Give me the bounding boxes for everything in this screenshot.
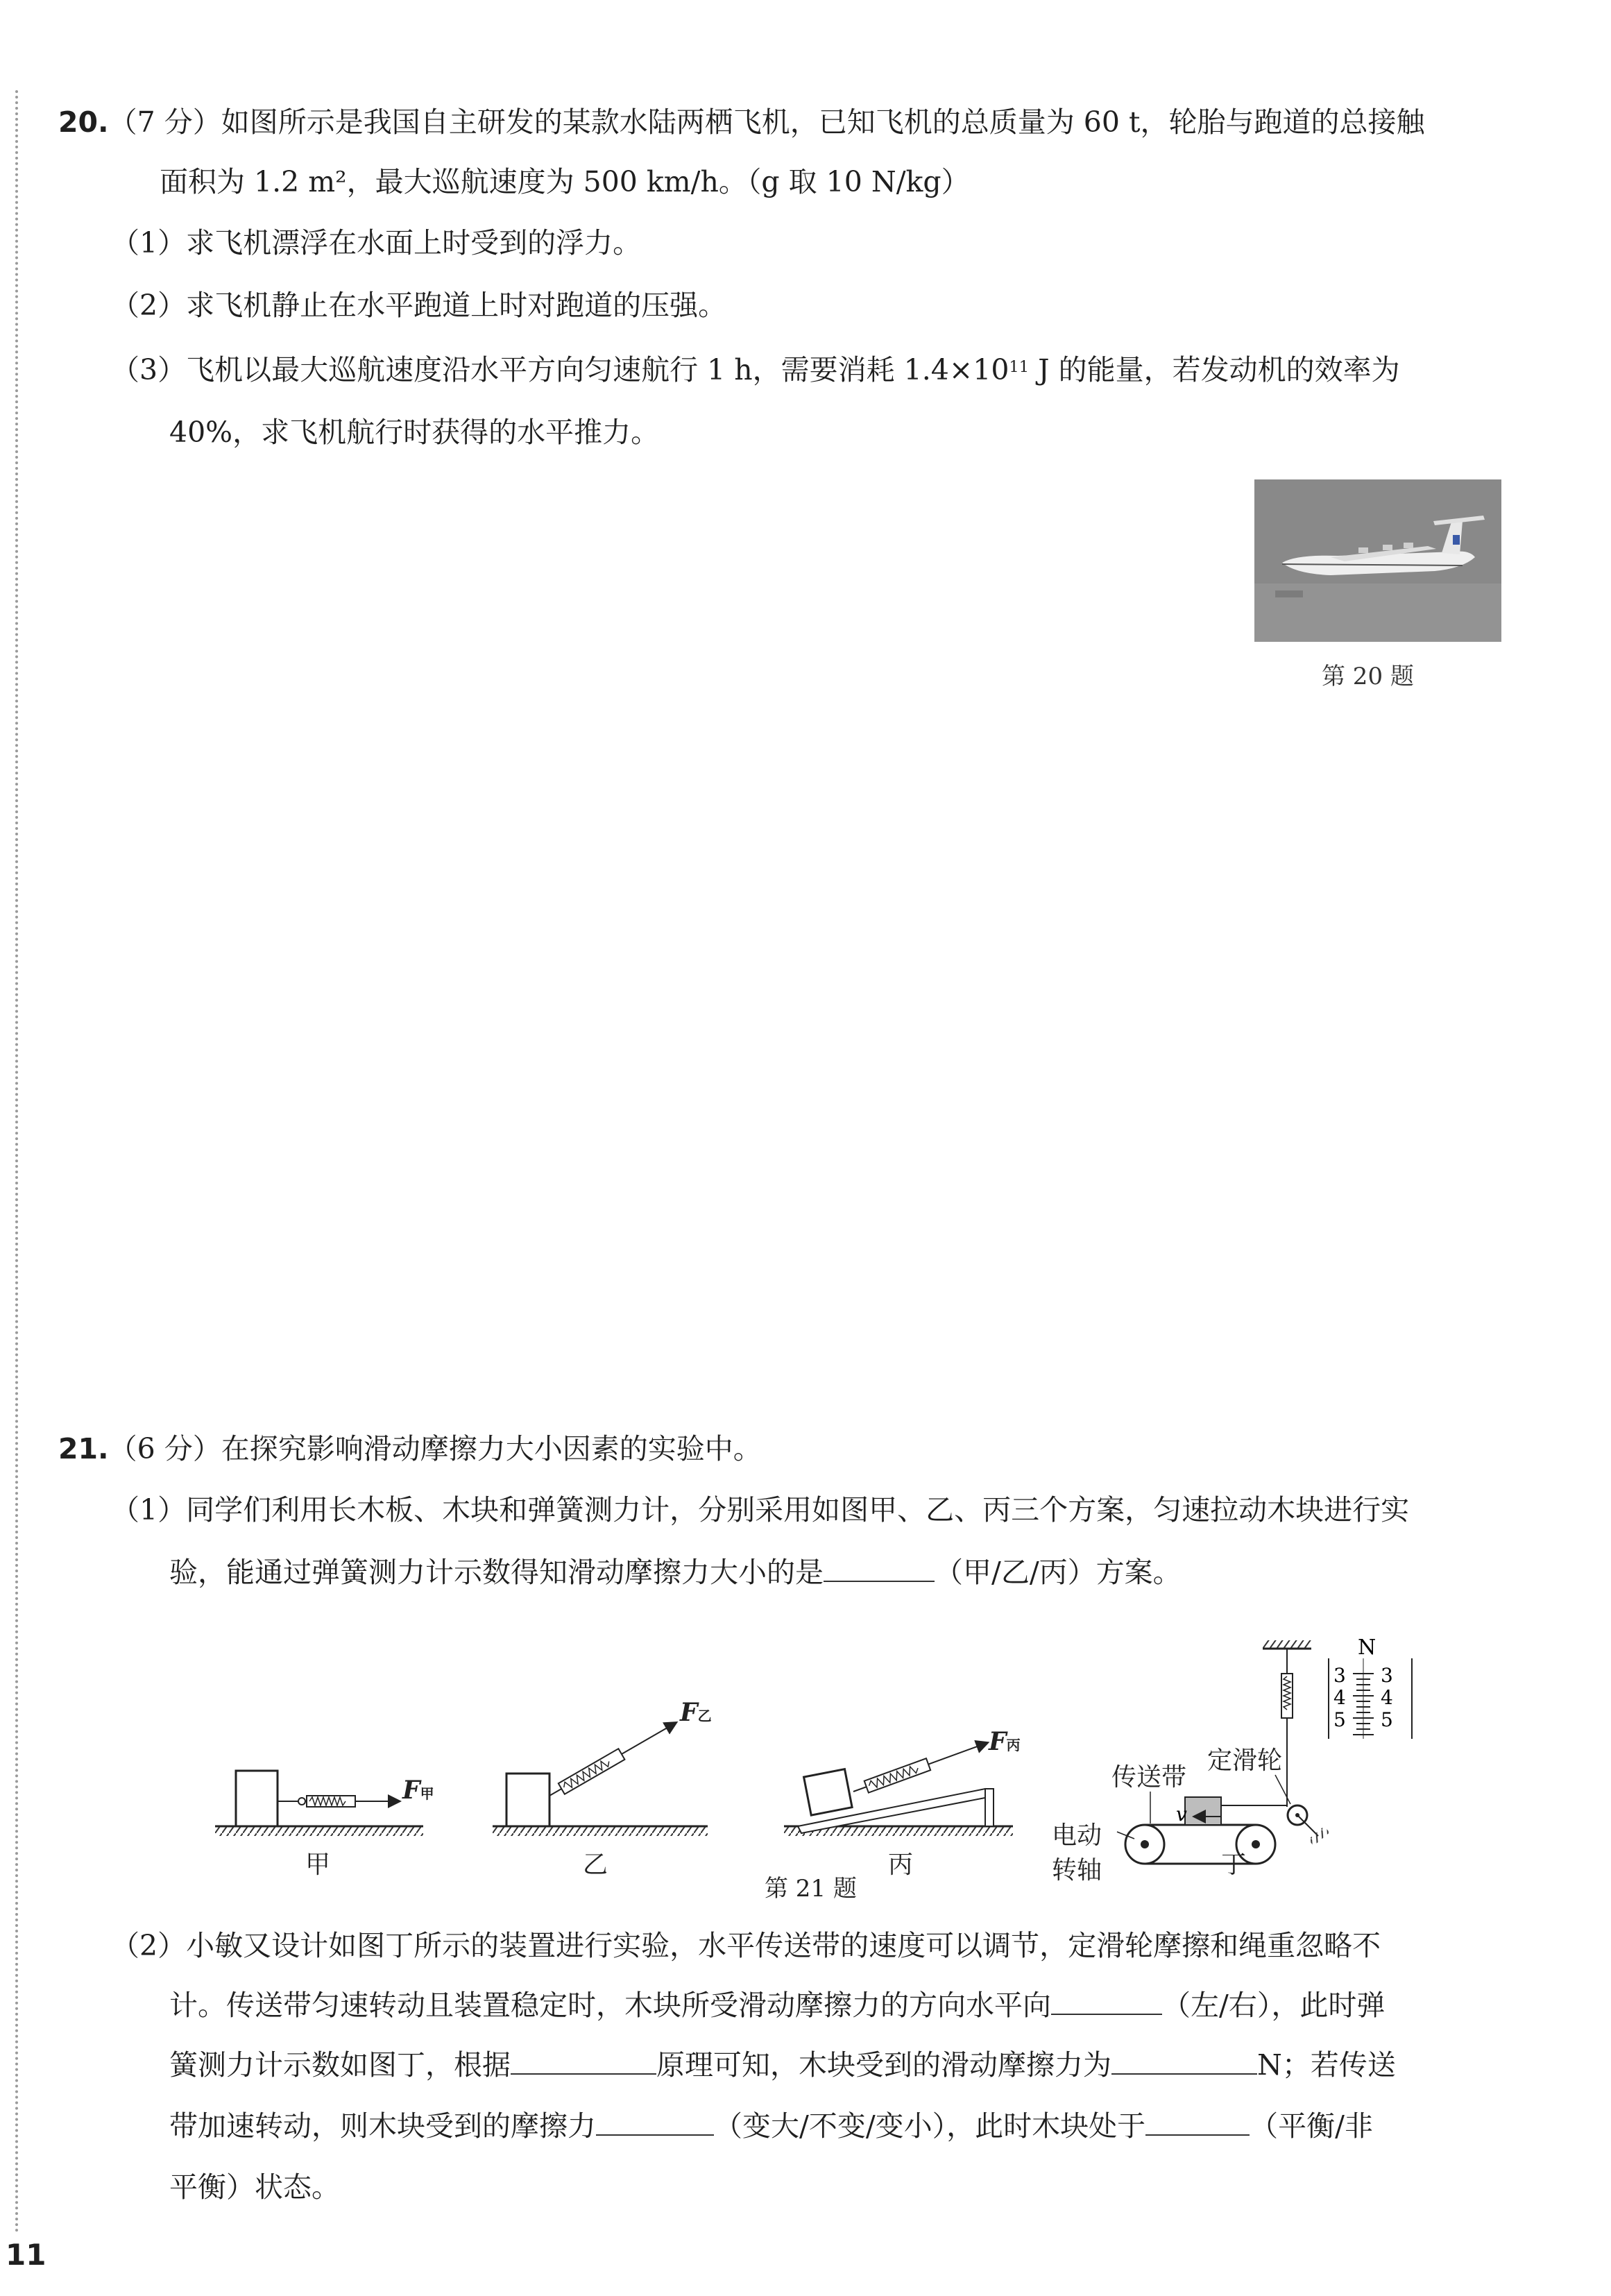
q20-part2: （2）求飞机静止在水平跑道上时对跑道的压强。 <box>111 289 727 322</box>
motor-label-line1: 电动 <box>1052 1821 1102 1850</box>
conveyor-belt-label: 传送带 <box>1111 1763 1187 1792</box>
velocity-label: v <box>1176 1803 1187 1826</box>
answer-blank-6[interactable] <box>1145 2107 1250 2136</box>
q20-figure-caption: 第 20 题 <box>1322 663 1414 690</box>
svg-text:3: 3 <box>1381 1664 1393 1687</box>
q21-part2-line4: 带加速转动，则木块受到的摩擦力 （变大/不变/变小），此时木块处于 （平衡/非 <box>169 2107 1373 2145</box>
answer-blank-4[interactable] <box>1111 2046 1257 2075</box>
page-number: 11 <box>6 2238 46 2272</box>
answer-blank-5[interactable] <box>596 2107 714 2136</box>
motor-label-line2: 转轴 <box>1052 1856 1102 1885</box>
q20-part1: （1）求飞机漂浮在水面上时受到的浮力。 <box>111 226 642 260</box>
q21-part2-line5: 平衡）状态。 <box>169 2170 340 2204</box>
amphibious-aircraft-photo <box>1254 479 1501 642</box>
setup-yi <box>493 1717 708 1836</box>
fixed-pulley-label: 定滑轮 <box>1207 1746 1283 1775</box>
q21-part2-line3: 簧测力计示数如图丁，根据 原理可知，木块受到的滑动摩擦力为 N；若传送 <box>169 2046 1396 2084</box>
setup-bing <box>784 1737 1013 1836</box>
svg-text:5: 5 <box>1381 1708 1393 1731</box>
setup-jia <box>215 1771 423 1836</box>
subfigure-label-yi: 乙 <box>583 1851 608 1879</box>
force-label-yi: F乙 <box>680 1698 712 1727</box>
subfigure-label-bing: 丙 <box>888 1851 914 1879</box>
svg-text:3: 3 <box>1333 1664 1346 1687</box>
q21-intro-text: （6 分）在探究影响滑动摩擦力大小因素的实验中。 <box>108 1432 762 1465</box>
q20-number: 20. <box>58 105 109 139</box>
svg-text:4: 4 <box>1381 1686 1393 1709</box>
aircraft-icon <box>1254 479 1501 642</box>
answer-blank-2[interactable] <box>1051 1986 1162 2015</box>
q21-figure-caption: 第 21 题 <box>765 1875 857 1903</box>
subfigure-label-ding: 丁 <box>1221 1851 1247 1879</box>
binding-margin-dotted-line <box>15 90 18 2234</box>
svg-text:4: 4 <box>1333 1686 1346 1709</box>
q21-part2-line1: （2）小敏又设计如图丁所示的装置进行实验，水平传送带的速度可以调节，定滑轮摩擦和绳重忽略不 <box>111 1929 1381 1962</box>
q21-number: 21. <box>58 1432 109 1465</box>
svg-text:5: 5 <box>1333 1708 1346 1731</box>
scale-unit: N <box>1358 1635 1376 1660</box>
subfigure-label-jia: 甲 <box>305 1851 331 1879</box>
q20-intro-text: （7 分）如图所示是我国自主研发的某款水陆两栖飞机，已知飞机的总质量为 60 t，轮胎与跑道的总接触 <box>108 105 1425 139</box>
q21-figure <box>201 1610 1422 1901</box>
force-label-bing: F丙 <box>989 1727 1021 1756</box>
force-label-jia: F甲 <box>402 1776 434 1805</box>
answer-blank-3[interactable] <box>511 2046 656 2075</box>
q20-line2: 面积为 1.2 m²，最大巡航速度为 500 km/h。（g 取 10 N/kg） <box>160 165 970 198</box>
q21-line1 <box>58 1429 762 1468</box>
exponent: 11 <box>1009 358 1030 376</box>
q20-line1 <box>58 103 1424 142</box>
q20-part3-line2: 40%，求飞机航行时获得的水平推力。 <box>169 416 660 449</box>
q21-part1-line2: 验，能通过弹簧测力计示数得知滑动摩擦力大小的是 （甲/乙/丙）方案。 <box>169 1553 1182 1592</box>
q20-part3-line1: （3）飞机以最大巡航速度沿水平方向匀速航行 1 h，需要消耗 $1.4\times 10^{11}$ J 的能量，若发动机的效率为 <box>111 353 1400 386</box>
q21-part1-line1: （1）同学们利用长木板、木块和弹簧测力计，分别采用如图甲、乙、丙三个方案，匀速拉动木块进行实 <box>111 1493 1410 1527</box>
answer-blank-1[interactable] <box>824 1553 935 1582</box>
q21-part2-line2: 计。传送带匀速转动且装置稳定时，木块所受滑动摩擦力的方向水平向 （左/右），此时弹 <box>169 1986 1385 2025</box>
